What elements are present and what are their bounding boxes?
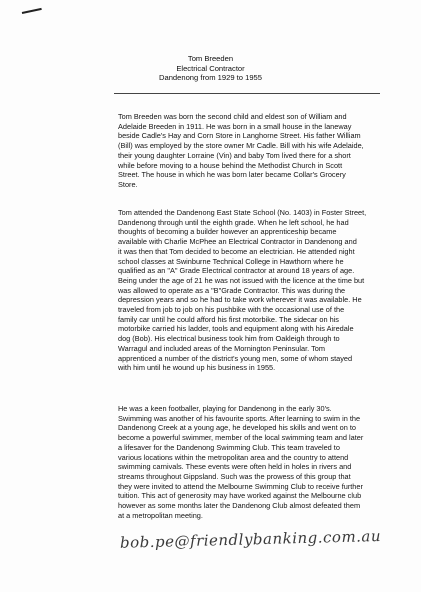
heading-divider: [114, 93, 380, 94]
pen-mark: [22, 8, 42, 14]
subject-name: Tom Breeden: [187, 54, 234, 63]
document-heading: [0, 54, 421, 83]
paragraph-career: Tom attended the Dandenong East State School (No. 1403) in Foster Street, Dandenong through until the eighth grade. When he left school, he had thoughts of becoming a builder however an apprenticeship became available with Charlie McPhee an Electrical Contractor in Dandenong and it was then that Tom decided to become an electrician. He attended night school classes at Swinburne Technical College in Hawthorn where he qualified as an "A" Grade Electrical contractor at around 18 years of age. Being under the age of 21 he was not issued with the licence at the time but was allowed to operate as a "B"Grade Contractor. This was during the depression years and so he had to take work wherever it was available. He traveled from job to job on his pushbike with the occasional use of the family car until he could afford his first motorbike. The sidecar on his motorbike carried his ladder, tools and equipment along with his Airedale dog (Bob). His electrical business took him from Oakleigh through to Warragul and included areas of the Mornington Peninsular. Tom apprenticed a number of the district's young men, some of whom stayed with him until he wound up his business in 1955.: [118, 208, 367, 373]
paragraph-early-life: Tom Breeden was born the second child and eldest son of William and Adelaide Breeden in 1911. He was born in a small house in the laneway beside Cadle's Hay and Corn Store in Langhorne Street. His father William (Bill) was employed by the store owner Mr Cadle. Bill with his wife Adelaide, their young daughter Lorraine (Vin) and baby Tom lived there for a short while before moving to a house behind the Methodist Church in Scott Street. The house in which he was born later became Collar's Grocery Store.: [118, 112, 364, 189]
paragraph-sport: He was a keen footballer, playing for Dandenong in the early 30's. Swimming was another of his favourite sports. After learning to swim in the Dandenong Creek at a young age, he developed his skills and went on to become a powerful swimmer, member of the local swimming team and later a lifesaver for the Dandenong Swimming Club. This team traveled to various locations within the metropolitan area and the country to attend swimming carnivals. These events were often held in holes in rivers and streams throughout Gippsland. Such was the prowess of this group that they were invited to attend the Melbourne Swimming Club to receive further tuition. This act of generosity may have worked against the Melbourne club however as some months later the Dandenong Club almost defeated them at a metropolitan meeting.: [118, 404, 364, 520]
subject-role: Electrical Contractor: [176, 63, 245, 73]
handwritten-email: bob.pe@friendlybanking.com.au: [119, 526, 382, 552]
subject-place-dates: Dandenong from 1929 to 1955: [158, 73, 263, 83]
